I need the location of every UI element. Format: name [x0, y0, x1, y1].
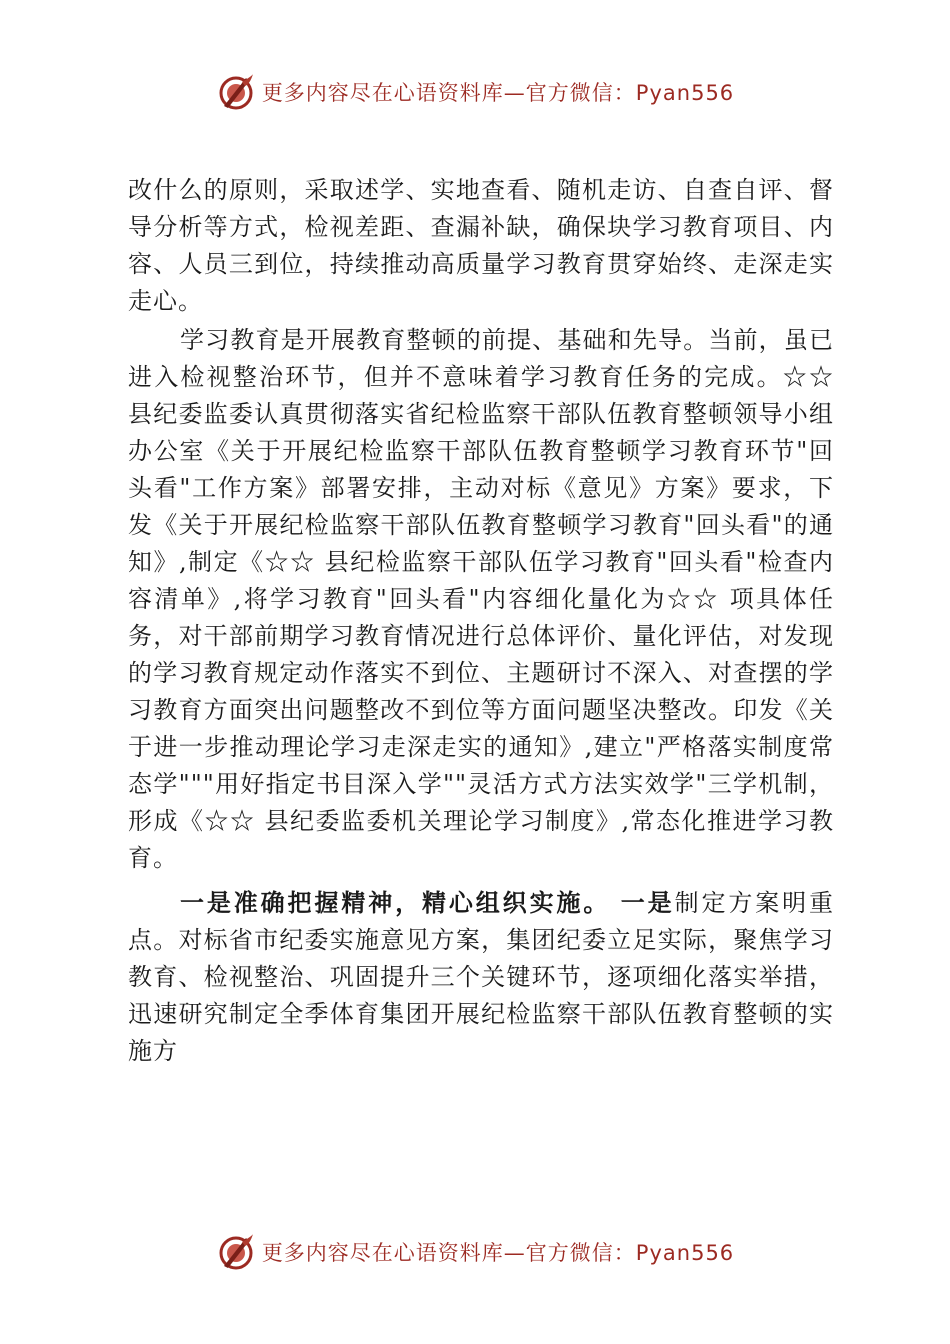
point-one-heading: 一是准确把握精神，精心组织实施。: [180, 889, 611, 917]
point-one-body: 制定方案明重点。对标省市纪委实施意见方案，集团纪委立足实际，聚焦学习教育、检视整治、巩固提升三个关键环节，逐项细化落实举措，迅速研究制定全季体育集团开展纪检监察干部队伍教育整顿的实施方: [128, 889, 835, 1065]
quill-seal-icon: [216, 1232, 256, 1272]
paragraph-point-one: [128, 885, 834, 1070]
watermark-text: 更多内容尽在心语资料库—官方微信：Pyan556: [261, 1241, 735, 1265]
paragraph-learning-review: 学习教育是开展教育整顿的前提、基础和先导。当前，虽已进入检视整治环节，但并不意味着学习教育任务的完成。☆☆ 县纪委监委认真贯彻落实省纪检监察干部队伍教育整顿领导小组办公室《关于开展纪检监察干部队伍教育整顿学习教育环节"回头看"工作方案》部署安排，主动对标《意见》方案》要求，下发《关于开展纪检监察干部队伍教育整顿学习教育"回头看"的通知》,制定《☆☆ 县纪检监察干部队伍学习教育"回头看"检查内容清单》,将学习教育"回头看"内容细化量化为☆☆ 项具体任务，对干部前期学习教育情况进行总体评价、量化评估，对发现的学习教育规定动作落实不到位、主题研讨不深入、对查摆的学习教育方面突出问题整改不到位等方面问题坚决整改。印发《关于进一步推动理论学习走深走实的通知》,建立"严格落实制度常态学"""用好指定书目深入学""灵活方式方法实效学"三学机制，形成《☆☆ 县纪委监委机关理论学习制度》,常态化推进学习教育。: [128, 326, 834, 872]
watermark-text: 更多内容尽在心语资料库—官方微信：Pyan556: [261, 81, 735, 105]
paragraph-continuation: 改什么的原则，采取述学、实地查看、随机走访、自查自评、督导分析等方式，检视差距、查漏补缺，确保块学习教育项目、内容、人员三到位，持续推动高质量学习教育贯穿始终、走深走实走心。: [128, 176, 834, 315]
quill-seal-icon: [216, 72, 256, 112]
document-body: [128, 172, 834, 1070]
point-one-lead: 一是: [620, 889, 675, 917]
footer-watermark: [0, 1230, 950, 1274]
header-watermark: [0, 70, 950, 114]
